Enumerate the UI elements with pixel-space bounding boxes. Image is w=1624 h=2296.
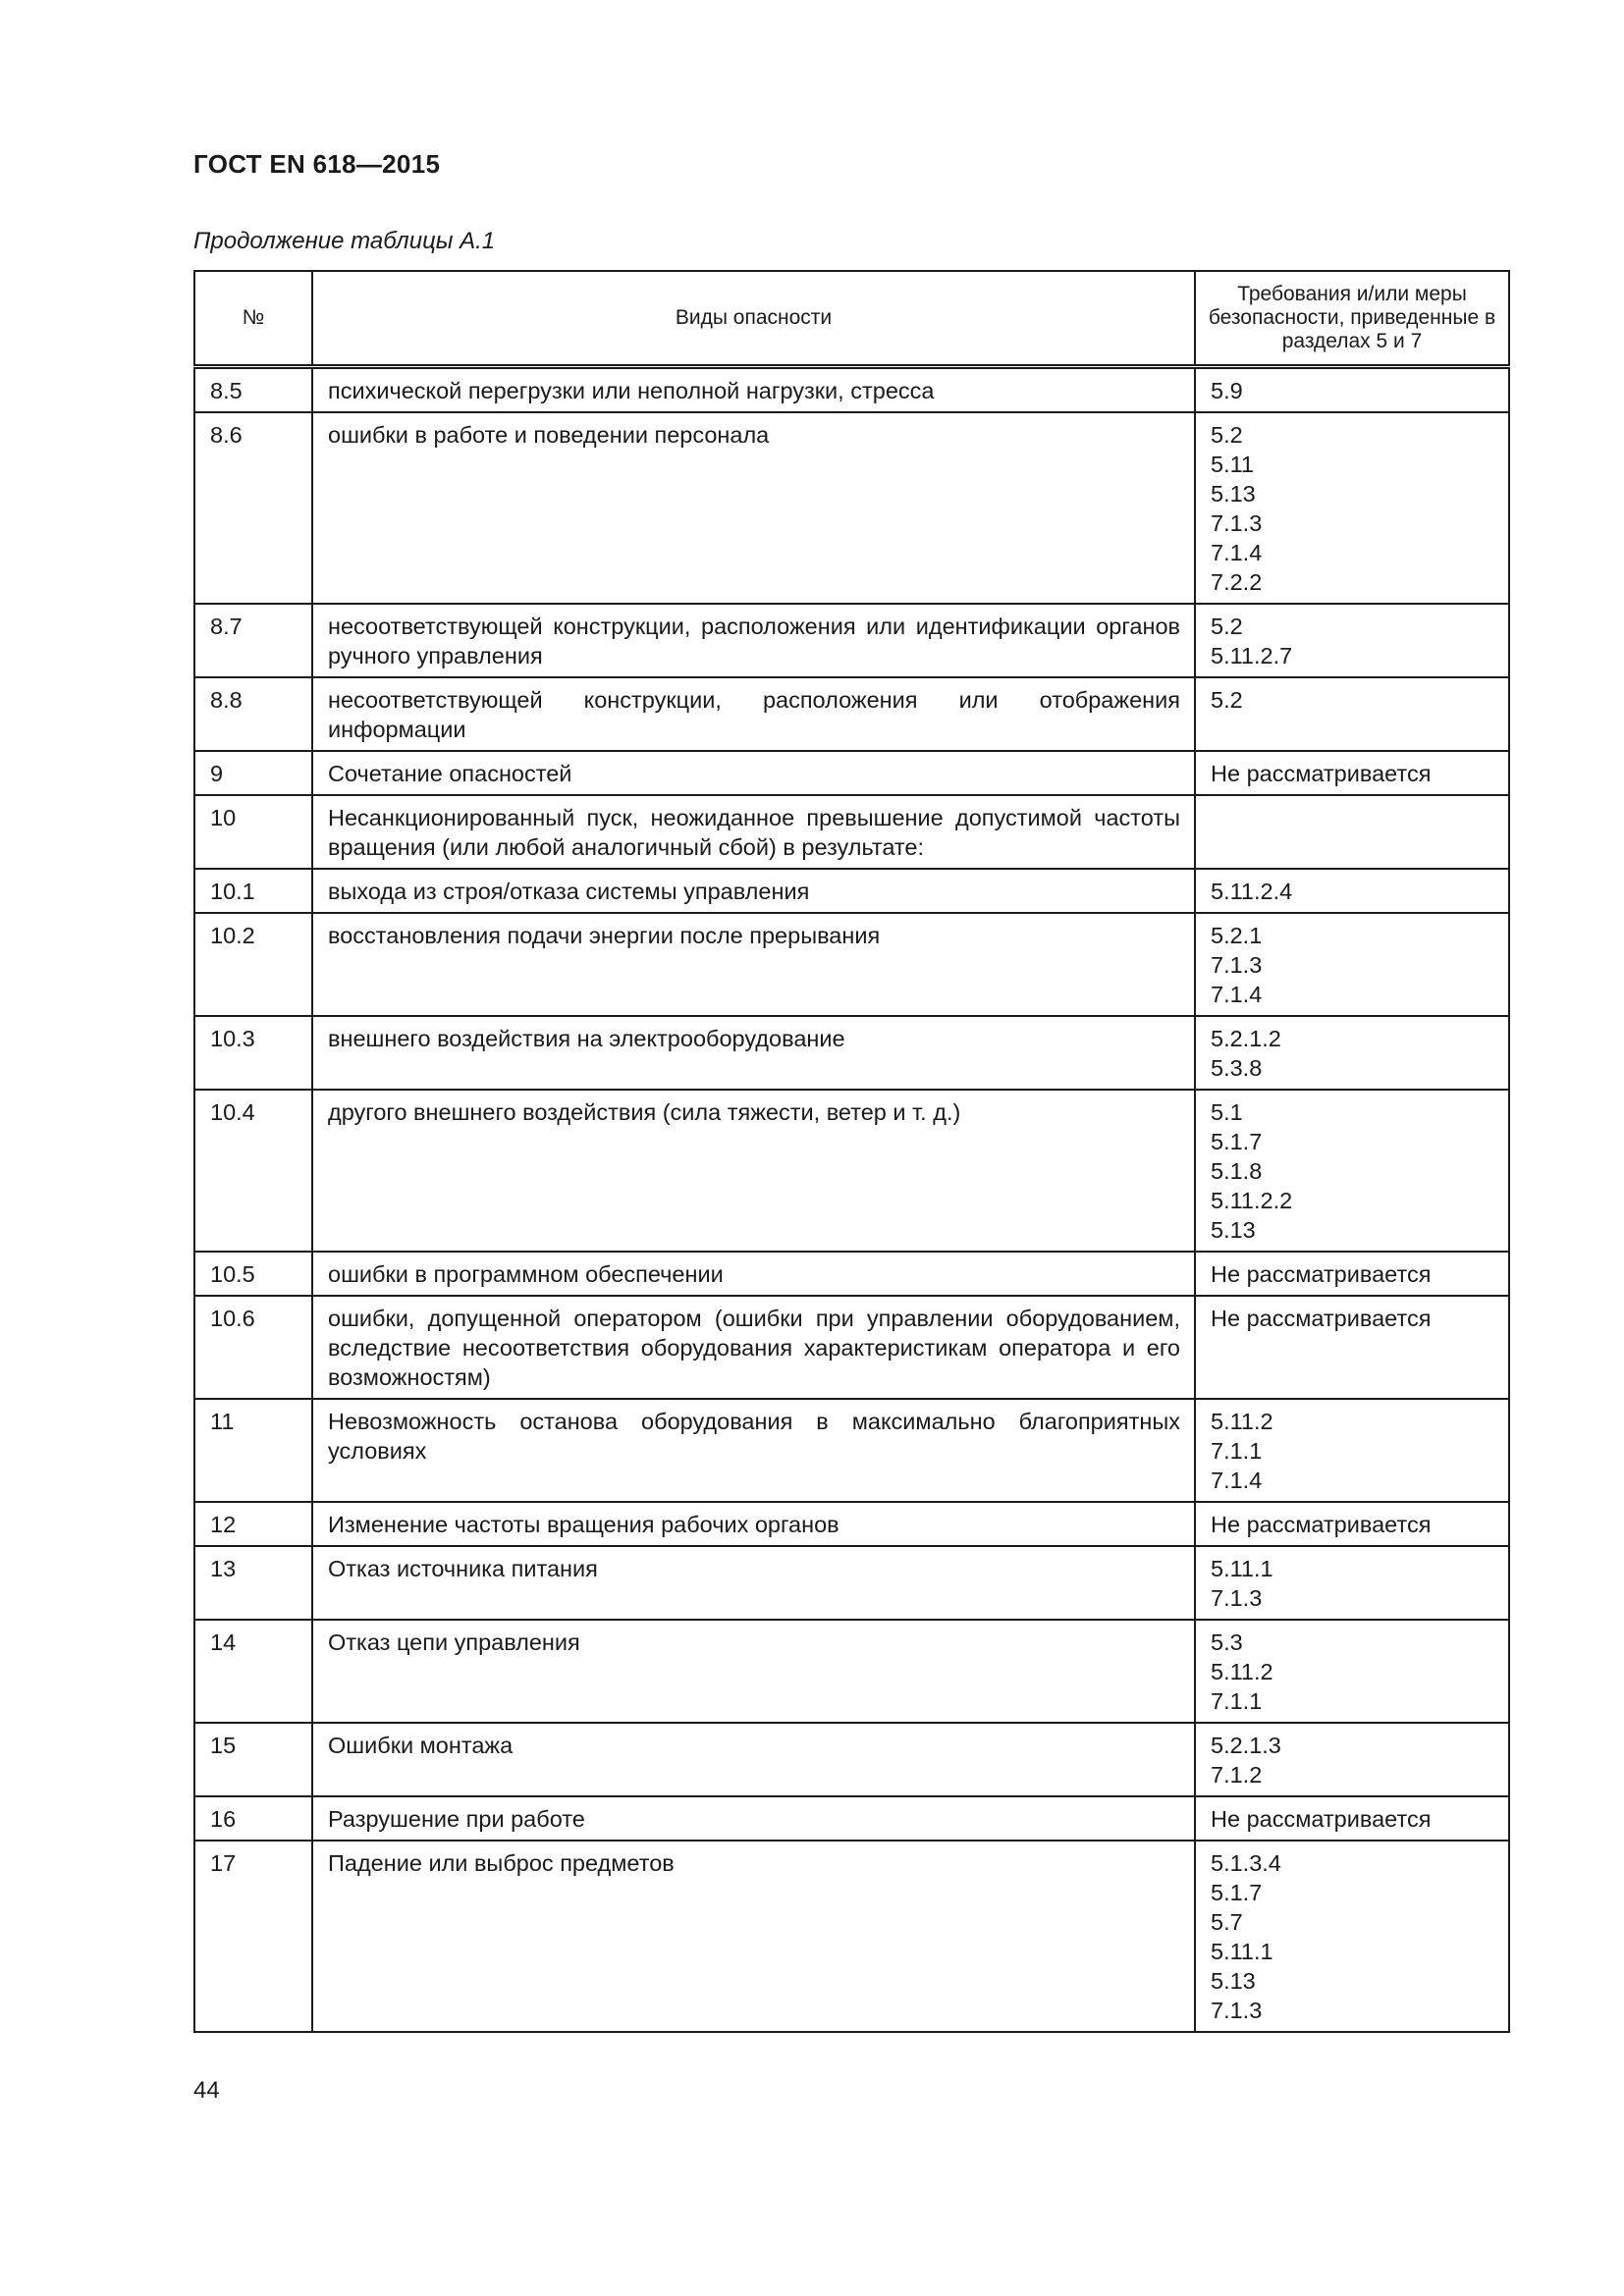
row-number: 16 (194, 1796, 312, 1841)
table-body (194, 367, 1509, 2033)
row-number: 11 (194, 1399, 312, 1502)
row-requirements (1195, 1546, 1509, 1620)
requirement-ref: 5.1.8 (1211, 1158, 1263, 1184)
row-hazard: Изменение частоты вращения рабочих органов (312, 1502, 1195, 1546)
requirement-ref: 5.11.2 (1211, 1409, 1273, 1434)
requirement-ref: 5.11.2.7 (1211, 643, 1293, 668)
table-row (194, 1546, 1509, 1620)
row-number: 13 (194, 1546, 312, 1620)
row-hazard: другого внешнего воздействия (сила тяжести, ветер и т. д.) (312, 1090, 1195, 1252)
row-requirements (1195, 367, 1509, 413)
row-hazard: Ошибки монтажа (312, 1723, 1195, 1796)
row-number: 10.3 (194, 1016, 312, 1090)
requirement-ref: Не рассматривается (1211, 1512, 1432, 1537)
table-caption: Продолжение таблицы А.1 (193, 228, 496, 254)
requirement-ref: 7.1.3 (1211, 1585, 1263, 1611)
requirement-ref: 5.13 (1211, 481, 1256, 507)
requirement-ref: 5.3 (1211, 1629, 1243, 1655)
requirement-ref: 5.11 (1211, 452, 1254, 477)
table-row (194, 677, 1509, 751)
requirement-ref: 5.13 (1211, 1217, 1256, 1243)
row-requirements (1195, 1252, 1509, 1296)
table-row (194, 913, 1509, 1016)
requirement-ref: 7.1.1 (1211, 1438, 1263, 1464)
row-hazard: несоответствующей конструкции, расположения или идентификации органов ручного управления (312, 604, 1195, 677)
row-number: 9 (194, 751, 312, 795)
requirement-ref: 5.7 (1211, 1909, 1243, 1935)
row-hazard: внешнего воздействия на электрооборудование (312, 1016, 1195, 1090)
row-hazard: несоответствующей конструкции, расположения или отображения информации (312, 677, 1195, 751)
requirement-ref: Не рассматривается (1211, 1306, 1432, 1331)
row-hazard: Разрушение при работе (312, 1796, 1195, 1841)
row-requirements (1195, 869, 1509, 913)
requirement-ref: 5.11.2.4 (1211, 879, 1293, 904)
requirement-ref: 7.1.3 (1211, 952, 1263, 978)
requirement-ref: 5.2 (1211, 687, 1243, 713)
table-row (194, 1723, 1509, 1796)
row-hazard: Падение или выброс предметов (312, 1841, 1195, 2032)
row-requirements (1195, 1502, 1509, 1546)
row-hazard: психической перегрузки или неполной нагрузки, стресса (312, 367, 1195, 413)
table-row (194, 1841, 1509, 2032)
row-hazard: ошибки, допущенной оператором (ошибки при управлении оборудованием, вследствие несоответствия оборудования характеристикам оператора и его возможностям) (312, 1296, 1195, 1399)
requirement-ref: 7.2.2 (1211, 569, 1263, 595)
row-requirements (1195, 412, 1509, 604)
row-requirements (1195, 913, 1509, 1016)
requirement-ref: 5.3.8 (1211, 1055, 1263, 1081)
row-number: 10.2 (194, 913, 312, 1016)
requirement-ref: 7.1.2 (1211, 1762, 1263, 1788)
row-hazard: ошибки в работе и поведении персонала (312, 412, 1195, 604)
row-number: 8.8 (194, 677, 312, 751)
row-hazard: выхода из строя/отказа системы управления (312, 869, 1195, 913)
table-row (194, 1620, 1509, 1723)
requirement-ref: 5.1.7 (1211, 1129, 1263, 1154)
table-row (194, 869, 1509, 913)
page-number: 44 (193, 2077, 220, 2104)
requirement-ref: 7.1.4 (1211, 1468, 1263, 1493)
requirement-ref: 5.1.3.4 (1211, 1850, 1281, 1876)
table-row (194, 1796, 1509, 1841)
row-hazard: Отказ источника питания (312, 1546, 1195, 1620)
row-hazard: восстановления подачи энергии после прерывания (312, 913, 1195, 1016)
requirement-ref: 5.2 (1211, 422, 1243, 448)
requirement-ref: 7.1.4 (1211, 540, 1263, 565)
table-row (194, 1502, 1509, 1546)
header-number: № (194, 271, 312, 367)
requirement-ref: 5.11.2.2 (1211, 1188, 1293, 1213)
row-requirements (1195, 1620, 1509, 1723)
row-hazard: Отказ цепи управления (312, 1620, 1195, 1723)
requirement-ref: 7.1.1 (1211, 1688, 1263, 1714)
requirement-ref: 5.2.1 (1211, 923, 1263, 948)
row-number: 15 (194, 1723, 312, 1796)
row-number: 12 (194, 1502, 312, 1546)
table-row (194, 1252, 1509, 1296)
row-number: 17 (194, 1841, 312, 2032)
requirement-ref: 7.1.3 (1211, 510, 1263, 536)
table-row (194, 604, 1509, 677)
table-row (194, 751, 1509, 795)
requirement-ref: 5.2.1.2 (1211, 1026, 1281, 1051)
table-row (194, 412, 1509, 604)
requirement-ref: Не рассматривается (1211, 1261, 1432, 1287)
requirement-ref: Не рассматривается (1211, 1806, 1432, 1832)
table-row (194, 1016, 1509, 1090)
requirement-ref: 5.9 (1211, 378, 1243, 403)
hazards-table (193, 270, 1510, 2033)
header-requirements: Требования и/или меры безопасности, приведенные в разделах 5 и 7 (1195, 271, 1509, 367)
table-row (194, 1399, 1509, 1502)
requirement-ref: 5.1 (1211, 1099, 1243, 1125)
row-requirements (1195, 1399, 1509, 1502)
row-requirements (1195, 1723, 1509, 1796)
requirement-ref: 5.13 (1211, 1968, 1256, 1994)
row-requirements (1195, 1296, 1509, 1399)
requirement-ref: 5.2.1.3 (1211, 1733, 1281, 1758)
row-hazard: Несанкционированный пуск, неожиданное превышение допустимой частоты вращения (или любой аналогичный сбой) в результате: (312, 795, 1195, 869)
row-number: 14 (194, 1620, 312, 1723)
row-number: 10 (194, 795, 312, 869)
row-number: 10.5 (194, 1252, 312, 1296)
row-number: 8.6 (194, 412, 312, 604)
requirement-ref: 5.1.7 (1211, 1880, 1263, 1905)
row-requirements (1195, 1796, 1509, 1841)
row-requirements (1195, 1090, 1509, 1252)
row-hazard: ошибки в программном обеспечении (312, 1252, 1195, 1296)
requirement-ref: 5.11.2 (1211, 1659, 1273, 1684)
row-hazard: Невозможность останова оборудования в максимально благоприятных условиях (312, 1399, 1195, 1502)
row-requirements (1195, 1016, 1509, 1090)
row-number: 10.1 (194, 869, 312, 913)
row-number: 8.5 (194, 367, 312, 413)
table-row (194, 1090, 1509, 1252)
table-row (194, 1296, 1509, 1399)
requirement-ref: 5.11.1 (1211, 1556, 1273, 1581)
requirement-ref: 7.1.3 (1211, 1998, 1263, 2023)
row-requirements (1195, 751, 1509, 795)
requirement-ref: Не рассматривается (1211, 761, 1432, 786)
table-row (194, 795, 1509, 869)
table-row (194, 367, 1509, 413)
header-hazard: Виды опасности (312, 271, 1195, 367)
row-hazard: Сочетание опасностей (312, 751, 1195, 795)
row-requirements (1195, 604, 1509, 677)
requirement-ref: 5.2 (1211, 614, 1243, 639)
row-number: 10.6 (194, 1296, 312, 1399)
document-code: ГОСТ EN 618—2015 (193, 149, 441, 179)
row-number: 8.7 (194, 604, 312, 677)
row-requirements (1195, 795, 1509, 869)
table-header-row (194, 271, 1509, 367)
requirement-ref: 5.11.1 (1211, 1939, 1273, 1964)
row-requirements (1195, 677, 1509, 751)
requirement-ref: 7.1.4 (1211, 982, 1263, 1007)
row-number: 10.4 (194, 1090, 312, 1252)
row-requirements (1195, 1841, 1509, 2032)
